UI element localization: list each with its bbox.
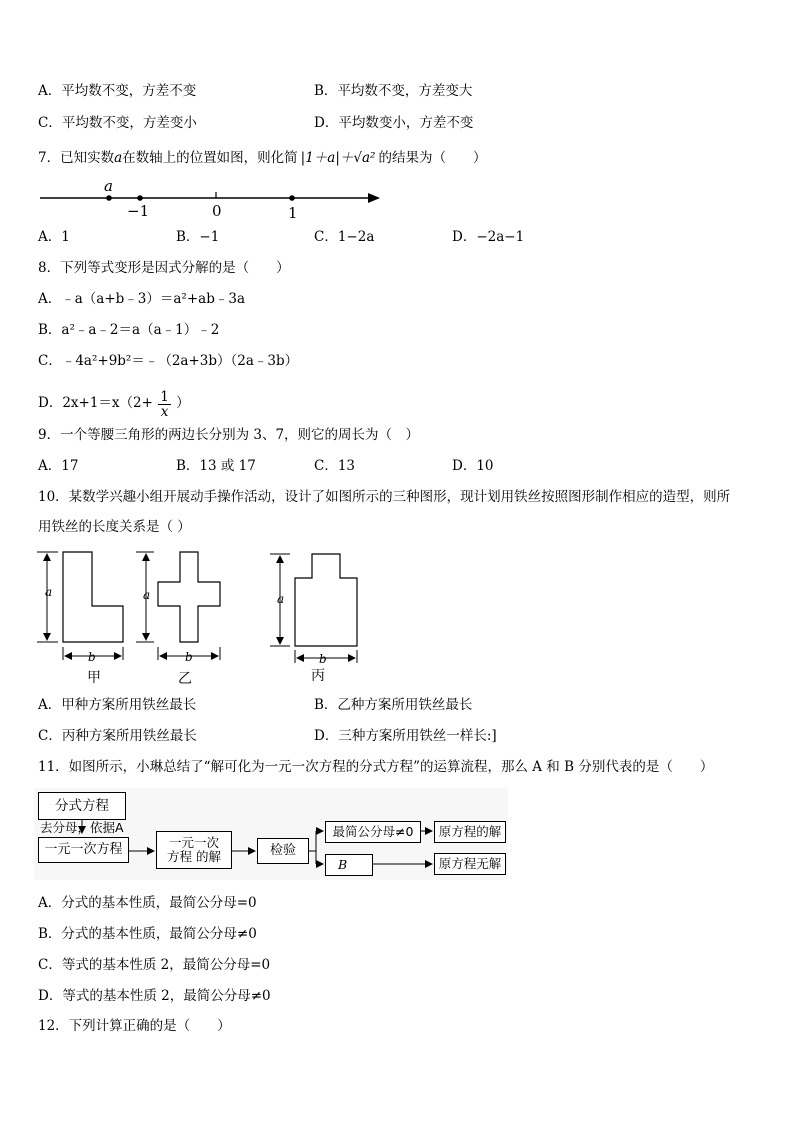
point-one (289, 195, 295, 201)
q9-stem: 9．一个等腰三角形的两边长分别为 3、7，则它的周长为（ ） (38, 427, 420, 443)
q12-stem: 12．下列计算正确的是（ ） (38, 1018, 231, 1034)
q10-option-c: C．丙种方案所用铁丝最长 (38, 728, 197, 744)
q9-option-b: B．13 或 17 (176, 458, 256, 474)
yiyuan-jie-line1: 一元一次 (168, 835, 219, 850)
q10-option-d: D．三种方案所用铁丝一样长:] (314, 728, 497, 744)
box-fenshi-fangcheng: 分式方程 (38, 792, 126, 820)
label-zero: 0 (212, 202, 222, 220)
q11-stem: 11．如图所示，小琳总结了“解可化为一元一次方程的分式方程”的运算流程，那么 A 和 B 分别代表的是（ ） (38, 759, 714, 775)
yi-caption: 乙 (178, 671, 192, 687)
bing-caption: 丙 (311, 668, 325, 684)
q11-option-b: B．分式的基本性质，最简公分母≠0 (38, 926, 257, 942)
box-zuijian-gongfenmu: 最简公分母≠0 (325, 821, 421, 843)
q11-option-c: C．等式的基本性质 2，最简公分母=0 (38, 957, 271, 973)
bing-label-a: a (277, 592, 285, 606)
q11-option-a: A．分式的基本性质，最简公分母=0 (38, 895, 257, 911)
q7-option-a: A．1 (38, 229, 70, 245)
shape-bing (270, 554, 357, 684)
box-yiyuan-fangcheng: 一元一次方程 (38, 837, 129, 863)
q8-option-a: A．﹣a（a+b﹣3）＝a²+ab﹣3a (38, 291, 245, 307)
q10-option-b: B．乙种方案所用铁丝最长 (314, 697, 473, 713)
flowchart-figure (34, 788, 508, 880)
q8-option-d (38, 389, 190, 418)
point-neg1 (137, 195, 143, 201)
q7-option-c: C．1−2a (314, 229, 375, 245)
box-yiyuan-jie (156, 831, 232, 869)
jia-caption: 甲 (87, 670, 101, 686)
q8-option-d-fraction (158, 390, 171, 419)
q7-stem-post: 的结果为（ ） (378, 150, 487, 166)
q11-option-d: D．等式的基本性质 2，最简公分母≠0 (38, 988, 271, 1004)
q7-option-d: D．−2a−1 (452, 229, 525, 245)
q8-option-d-post: ） (176, 395, 190, 411)
box-yuanfangcheng-wujie: 原方程无解 (434, 853, 506, 875)
number-line-figure (36, 176, 386, 222)
q6-option-c: C．平均数不变，方差变小 (38, 115, 197, 131)
label-one: 1 (288, 204, 298, 222)
q7-expression: |1＋a|＋√a² (300, 150, 376, 166)
fraction-numerator: 1 (160, 389, 169, 405)
q7-var-a: a (114, 150, 123, 166)
label-qufenmu: 去分母，依据A (40, 820, 124, 835)
box-b: B (325, 854, 373, 876)
q10-stem-line1: 10．某数学兴趣小组开展动手操作活动，设计了如图所示的三种图形，现计划用铁丝按照图形制作相应的造型，则所 (38, 489, 731, 505)
q6-option-d: D．平均数变小，方差不变 (314, 115, 474, 131)
three-shapes-figure (34, 544, 374, 690)
q7-option-b: B．−1 (176, 229, 220, 245)
yi-label-a: a (143, 588, 151, 602)
q7-stem (38, 149, 486, 167)
shape-jia (37, 552, 123, 686)
q8-option-d-pre: D．2x+1＝x（2+ (38, 395, 153, 411)
q9-option-a: A．17 (38, 458, 79, 474)
q8-option-c: C．﹣4a²+9b²＝﹣（2a+3b）（2a﹣3b） (38, 353, 299, 369)
shape-yi (136, 552, 220, 687)
q6-option-b: B．平均数不变，方差变大 (314, 83, 473, 99)
label-a: a (104, 177, 113, 195)
q10-stem-line2: 用铁丝的长度关系是（ ） (38, 519, 191, 535)
point-a (106, 195, 112, 201)
q7-stem-pre: 7．已知实数 (38, 150, 115, 166)
jia-label-a: a (45, 585, 53, 599)
bing-label-b: b (319, 652, 327, 666)
number-line-arrow (368, 193, 380, 203)
q8-option-b: B．a²﹣a﹣2＝a（a﹣1）﹣2 (38, 322, 220, 338)
q7-stem-mid: 在数轴上的位置如图，则化简 (122, 150, 298, 166)
yiyuan-jie-line2: 方程 的解 (167, 849, 221, 864)
q9-option-d: D．10 (452, 458, 494, 474)
q10-option-a: A．甲种方案所用铁丝最长 (38, 697, 197, 713)
box-yuanfangcheng-jie: 原方程的解 (434, 821, 506, 843)
q9-option-c: C．13 (314, 458, 356, 474)
label-neg1: −1 (127, 202, 150, 220)
q6-option-a: A．平均数不变，方差不变 (38, 83, 197, 99)
jia-label-b: b (88, 650, 96, 664)
yi-label-b: b (185, 650, 193, 664)
fraction-denominator: x (160, 404, 169, 420)
q8-stem: 8．下列等式变形是因式分解的是（ ） (38, 260, 290, 276)
box-jianyan: 检验 (257, 838, 309, 864)
